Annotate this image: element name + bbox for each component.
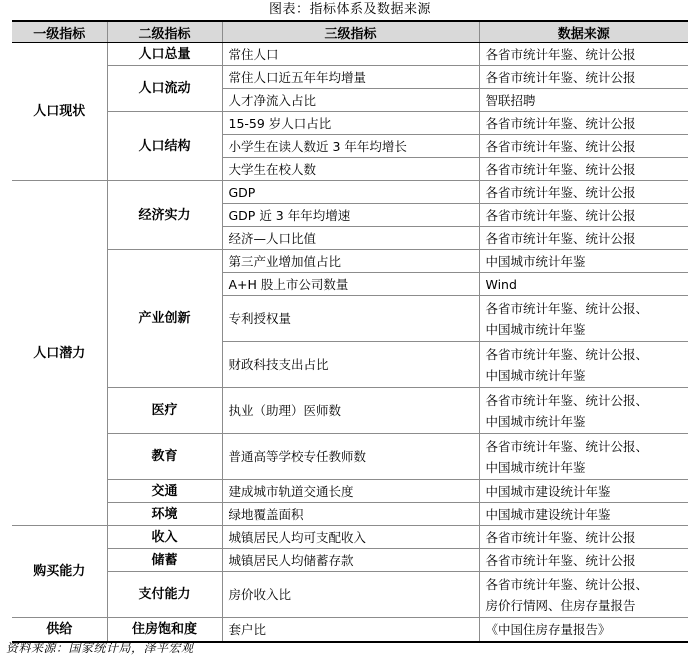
table-row <box>12 66 688 89</box>
level2-cell: 人口流动 <box>107 66 222 112</box>
source-cell: 各省市统计年鉴、统计公报 <box>479 204 688 227</box>
indicator-cell: 小学生在读人数近 3 年年均增长 <box>222 135 479 158</box>
source-cell: 各省市统计年鉴、统计公报 <box>479 66 688 89</box>
table-row <box>12 112 688 135</box>
source-cell: 各省市统计年鉴、统计公报 <box>479 135 688 158</box>
indicator-cell: 财政科技支出占比 <box>222 342 479 388</box>
indicator-cell: 城镇居民人均可支配收入 <box>222 526 479 549</box>
indicator-cell: 15-59 岁人口占比 <box>222 112 479 135</box>
indicator-cell: 执业（助理）医师数 <box>222 388 479 434</box>
level2-cell: 环境 <box>107 503 222 526</box>
indicator-cell: 绿地覆盖面积 <box>222 503 479 526</box>
indicator-cell: 第三产业增加值占比 <box>222 250 479 273</box>
source-cell: 智联招聘 <box>479 89 688 112</box>
source-line: 中国城市统计年鉴 <box>485 321 586 337</box>
source-cell: 各省市统计年鉴、统计公报 <box>479 181 688 204</box>
header-level3: 三级指标 <box>222 21 479 43</box>
level2-cell: 支付能力 <box>107 572 222 618</box>
level2-cell: 人口结构 <box>107 112 222 181</box>
level2-cell: 产业创新 <box>107 250 222 388</box>
level2-cell: 人口总量 <box>107 43 222 66</box>
indicator-cell: GDP 近 3 年年均增速 <box>222 204 479 227</box>
level1-cell: 人口潜力 <box>12 181 107 526</box>
source-cell <box>479 342 688 388</box>
header-source: 数据来源 <box>479 21 688 43</box>
header-level1: 一级指标 <box>12 21 107 43</box>
indicator-cell: 经济—人口比值 <box>222 227 479 250</box>
source-cell: 各省市统计年鉴、统计公报 <box>479 158 688 181</box>
level2-cell: 医疗 <box>107 388 222 434</box>
indicator-cell: A+H 股上市公司数量 <box>222 273 479 296</box>
table-header-row <box>12 21 688 43</box>
table-row <box>12 250 688 273</box>
indicator-cell: 房价收入比 <box>222 572 479 618</box>
indicator-cell: 常住人口近五年年均增量 <box>222 66 479 89</box>
table-row <box>12 503 688 526</box>
source-line: 各省市统计年鉴、统计公报、 <box>485 346 649 362</box>
level2-cell: 收入 <box>107 526 222 549</box>
source-cell: 中国城市统计年鉴 <box>479 250 688 273</box>
source-line: 中国城市统计年鉴 <box>485 413 586 429</box>
table-row <box>12 43 688 66</box>
source-line: 房价行情网、住房存量报告 <box>485 597 636 613</box>
indicator-cell: 城镇居民人均储蓄存款 <box>222 549 479 572</box>
table-row <box>12 549 688 572</box>
header-level2: 二级指标 <box>107 21 222 43</box>
indicator-cell: 建成城市轨道交通长度 <box>222 480 479 503</box>
level1-cell: 人口现状 <box>12 43 107 181</box>
indicator-cell: 大学生在校人数 <box>222 158 479 181</box>
source-cell: Wind <box>479 273 688 296</box>
indicator-cell: GDP <box>222 181 479 204</box>
level2-cell: 交通 <box>107 480 222 503</box>
level2-cell: 储蓄 <box>107 549 222 572</box>
source-line: 各省市统计年鉴、统计公报、 <box>485 438 649 454</box>
source-line: 中国城市统计年鉴 <box>485 459 586 475</box>
level1-cell: 购买能力 <box>12 526 107 618</box>
table-row <box>12 181 688 204</box>
indicator-cell: 专利授权量 <box>222 296 479 342</box>
indicator-cell: 普通高等学校专任教师数 <box>222 434 479 480</box>
table-row <box>12 434 688 480</box>
source-cell <box>479 434 688 480</box>
source-cell: 各省市统计年鉴、统计公报 <box>479 526 688 549</box>
level1-cell: 供给 <box>12 618 107 642</box>
table-row <box>12 618 688 642</box>
source-cell: 各省市统计年鉴、统计公报 <box>479 112 688 135</box>
level2-cell: 住房饱和度 <box>107 618 222 642</box>
source-cell: 各省市统计年鉴、统计公报 <box>479 549 688 572</box>
source-cell <box>479 296 688 342</box>
indicator-table <box>12 20 688 643</box>
source-cell: 中国城市建设统计年鉴 <box>479 503 688 526</box>
source-line: 各省市统计年鉴、统计公报、 <box>485 392 649 408</box>
source-cell <box>479 572 688 618</box>
table-row <box>12 480 688 503</box>
source-cell: 《中国住房存量报告》 <box>479 618 688 642</box>
source-cell: 各省市统计年鉴、统计公报 <box>479 43 688 66</box>
indicator-cell: 常住人口 <box>222 43 479 66</box>
source-cell: 各省市统计年鉴、统计公报 <box>479 227 688 250</box>
table-row <box>12 526 688 549</box>
table-caption: 图表：指标体系及数据来源 <box>268 2 431 17</box>
table-row <box>12 388 688 434</box>
source-footnote: 资料来源：国家统计局，泽平宏观 <box>6 641 194 655</box>
level2-cell: 经济实力 <box>107 181 222 250</box>
level2-cell: 教育 <box>107 434 222 480</box>
indicator-cell: 套户比 <box>222 618 479 642</box>
source-cell: 中国城市建设统计年鉴 <box>479 480 688 503</box>
source-line: 各省市统计年鉴、统计公报、 <box>485 576 649 592</box>
source-cell <box>479 388 688 434</box>
source-line: 各省市统计年鉴、统计公报、 <box>485 300 649 316</box>
table-row <box>12 572 688 618</box>
indicator-cell: 人才净流入占比 <box>222 89 479 112</box>
source-line: 中国城市统计年鉴 <box>485 367 586 383</box>
